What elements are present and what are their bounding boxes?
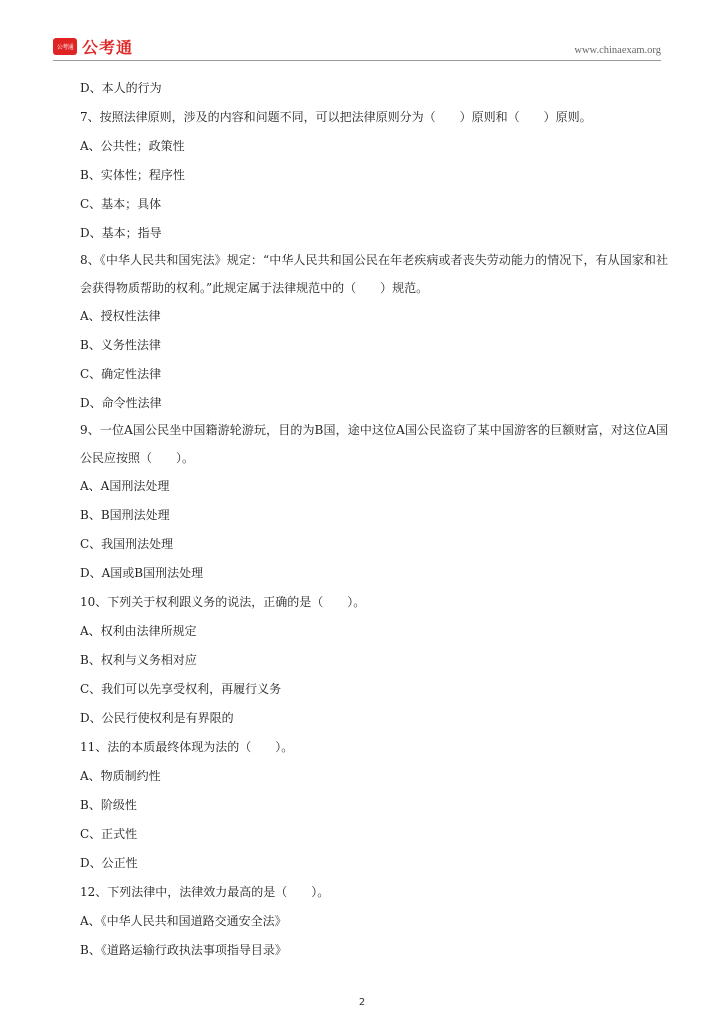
question-line: 10、下列关于权利跟义务的说法，正确的是（ ）。 xyxy=(80,595,366,609)
option-line: B、《道路运输行政执法事项指导目录》 xyxy=(80,943,287,957)
logo xyxy=(53,35,133,58)
question-line: 12、下列法律中，法律效力最高的是（ ）。 xyxy=(80,885,330,899)
option-line: A、物质制约性 xyxy=(80,769,161,783)
option-line: A、授权性法律 xyxy=(80,309,161,323)
option-line: D、公正性 xyxy=(80,856,138,870)
option-line: B、B国刑法处理 xyxy=(80,508,170,522)
option-line: A、公共性；政策性 xyxy=(80,139,185,153)
option-line: C、我国刑法处理 xyxy=(80,537,174,551)
page-header xyxy=(0,0,724,64)
option-line: D、本人的行为 xyxy=(80,81,162,95)
logo-badge-icon: 公考通 xyxy=(53,38,77,55)
option-line: D、A国或B国刑法处理 xyxy=(80,566,204,580)
option-line: C、确定性法律 xyxy=(80,367,162,381)
document-body xyxy=(80,78,668,960)
option-line: D、公民行使权利是有界限的 xyxy=(80,711,234,725)
logo-text: 公考通 xyxy=(82,38,134,57)
option-line: C、我们可以先享受权利，再履行义务 xyxy=(80,682,282,696)
option-line: B、权利与义务相对应 xyxy=(80,653,197,667)
header-divider xyxy=(53,60,661,61)
question-paragraph: 8、《中华人民共和国宪法》规定：“中华人民共和国公民在年老疾病或者丧失劳动能力的情况下，有从国家和社会获得物质帮助的权利。”此规定属于法律规范中的（ ）规范。 xyxy=(80,253,668,295)
option-line: C、正式性 xyxy=(80,827,138,841)
option-line: C、基本；具体 xyxy=(80,197,162,211)
option-line: A、A国刑法处理 xyxy=(80,479,170,493)
option-line: B、阶级性 xyxy=(80,798,137,812)
question-paragraph: 9、一位A国公民坐中国籍游轮游玩，目的为B国，途中这位A国公民盗窃了某中国游客的巨额财富，对这位A国公民应按照（ ）。 xyxy=(80,423,668,465)
option-line: B、实体性；程序性 xyxy=(80,168,185,182)
question-line: 7、按照法律原则，涉及的内容和问题不同，可以把法律原则分为（ ）原则和（ ）原则。 xyxy=(80,110,592,124)
option-line: B、义务性法律 xyxy=(80,338,161,352)
site-url: www.chinaexam.org xyxy=(574,45,661,56)
option-line: A、《中华人民共和国道路交通安全法》 xyxy=(80,914,287,928)
option-line: D、基本；指导 xyxy=(80,226,162,240)
option-line: D、命令性法律 xyxy=(80,396,162,410)
question-line: 11、法的本质最终体现为法的（ ）。 xyxy=(80,740,294,754)
option-line: A、权利由法律所规定 xyxy=(80,624,197,638)
page-number: 2 xyxy=(358,997,366,1008)
